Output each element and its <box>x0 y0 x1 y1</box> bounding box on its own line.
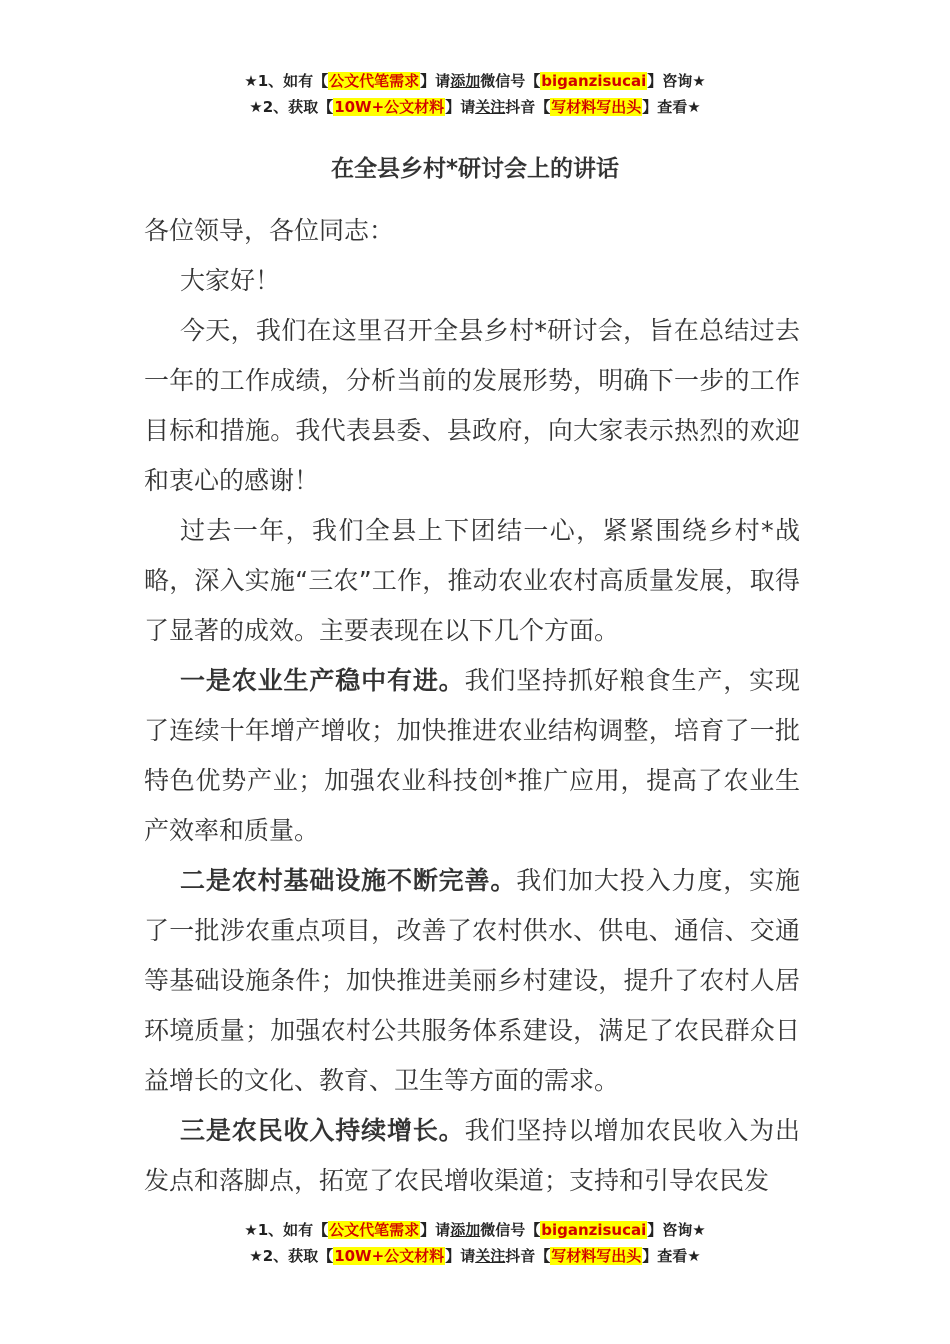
point-body: 我们坚持以增加农民收入为出发点和落脚点，拓宽了农民增收渠道；支持和引导农民发 <box>144 1116 800 1195</box>
paragraph-summary: 过去一年，我们全县上下团结一心，紧紧围绕乡村*战略，深入实施“三农”工作，推动农业农村高质量发展，取得了显著的成效。主要表现在以下几个方面。 <box>144 516 800 645</box>
point-heading: 一是农业生产稳中有进。 <box>180 666 465 695</box>
banner-text: 】查看★ <box>642 98 701 116</box>
point-heading: 二是农村基础设施不断完善。 <box>180 866 517 895</box>
banner-underlined-text: 关注 <box>475 98 506 116</box>
paragraph-intro: 今天，我们在这里召开全县乡村*研讨会，旨在总结过去一年的工作成绩，分析当前的发展形势，明确下一步的工作目标和措施。我代表县委、县政府，向大家表示热烈的欢迎和衷心的感谢！ <box>144 316 800 495</box>
banner-text: 】查看★ <box>642 1247 701 1265</box>
point-heading: 三是农民收入持续增长。 <box>180 1116 465 1145</box>
banner-text: ★1、如有【 <box>244 72 329 90</box>
highlight-douyin-account: 写材料写出头 <box>551 98 642 116</box>
point-infrastructure <box>144 856 800 1106</box>
document-body <box>144 206 800 1206</box>
highlight-wechat-id: biganzisucai <box>541 72 647 90</box>
banner-text: 】请 <box>420 1221 451 1239</box>
banner-text: 】请 <box>445 1247 476 1265</box>
banner-text: 】请 <box>420 72 451 90</box>
banner-text: 抖音【 <box>505 98 551 116</box>
footer-banner <box>0 1217 950 1269</box>
banner-text: 】咨询★ <box>647 1221 706 1239</box>
banner-line-2 <box>0 94 950 120</box>
banner-text: 抖音【 <box>505 1247 551 1265</box>
highlight-douyin-account: 写材料写出头 <box>551 1247 642 1265</box>
banner-text: 微信号【 <box>480 72 541 90</box>
point-income <box>144 1106 800 1206</box>
banner-underlined-text: 关注 <box>475 1247 506 1265</box>
banner-text: 微信号【 <box>480 1221 541 1239</box>
point-body: 我们坚持抓好粮食生产，实现了连续十年增产增收；加快推进农业结构调整，培育了一批特色优势产业；加强农业科技创*推广应用，提高了农业生产效率和质量。 <box>144 666 800 845</box>
banner-text: ★2、获取【 <box>249 1247 334 1265</box>
banner-line-1 <box>0 68 950 94</box>
highlight-wechat-id: biganzisucai <box>541 1221 647 1239</box>
header-banner <box>0 68 950 120</box>
banner-underlined-text: 添加 <box>450 1221 481 1239</box>
highlight-materials: 10W+公文材料 <box>334 98 445 116</box>
banner-line-1 <box>0 1217 950 1243</box>
point-body: 我们加大投入力度，实施了一批涉农重点项目，改善了农村供水、供电、通信、交通等基础设施条件；加快推进美丽乡村建设，提升了农村人居环境质量；加强农村公共服务体系建设，满足了农民群众日益增长的文化、教育、卫生等方面的需求。 <box>144 866 800 1095</box>
banner-text: ★1、如有【 <box>244 1221 329 1239</box>
document-title: 在全县乡村*研讨会上的讲话 <box>330 156 620 182</box>
highlight-service: 公文代笔需求 <box>329 1221 420 1239</box>
salutation: 各位领导，各位同志： <box>144 216 395 245</box>
highlight-service: 公文代笔需求 <box>329 72 420 90</box>
point-agriculture <box>144 656 800 856</box>
greeting: 大家好！ <box>180 266 281 295</box>
banner-text: ★2、获取【 <box>249 98 334 116</box>
banner-underlined-text: 添加 <box>450 72 481 90</box>
banner-text: 】请 <box>445 98 476 116</box>
highlight-materials: 10W+公文材料 <box>334 1247 445 1265</box>
banner-text: 】咨询★ <box>647 72 706 90</box>
banner-line-2 <box>0 1243 950 1269</box>
